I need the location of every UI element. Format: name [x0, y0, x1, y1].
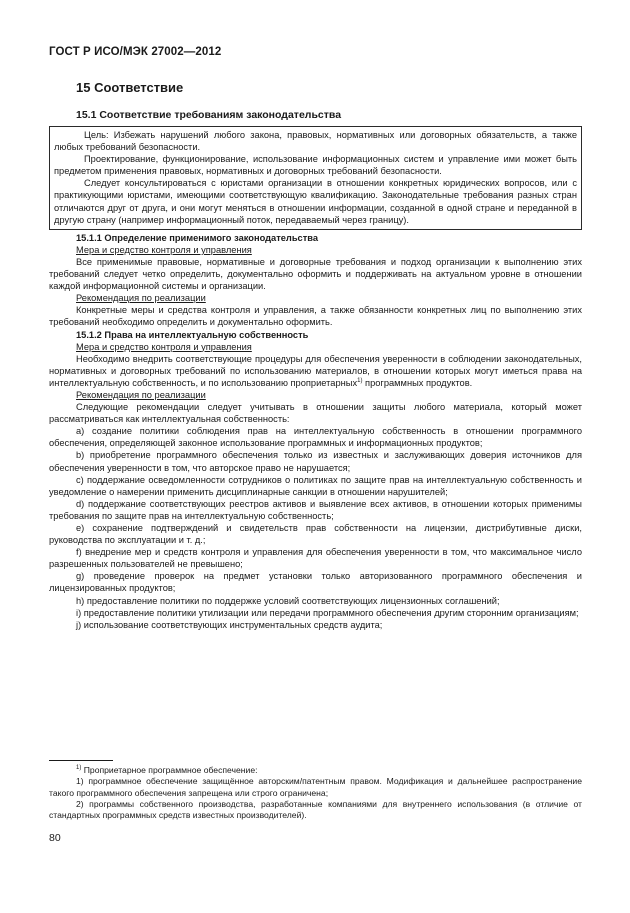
section-title: 15 Соответствие: [76, 80, 184, 95]
page-number: 80: [49, 832, 61, 844]
list-item: g) проведение проверок на предмет установки только авторизованного программного обеспечения и лицензированных продуктов;: [49, 571, 582, 594]
measure-text: Все применимые правовые, нормативные и договорные требования и подход организации к выполнению этих требований следует четко определить, документально оформить и поддерживать на актуальном уровне в отношении каждой информационной системы и организации.: [49, 256, 582, 292]
list-item: e) сохранение подтверждений и свидетельств прав собственности на лицензии, дистрибутивные диски, руководства по эксплуатации и т. д.;: [49, 523, 582, 546]
measure-label: Мера и средство контроля и управления: [76, 341, 252, 352]
list-item: b) приобретение программного обеспечения только из известных и заслуживающих доверия источников для обеспечения уверенности в том, что авторское право не нарушается;: [49, 450, 582, 473]
list-item: d) поддержание соответствующих реестров активов и выявление всех активов, в отношении которых применимы требования по защите прав на интеллектуальную собственность;: [49, 498, 582, 521]
list-item: i) предоставление политики утилизации или передачи программного обеспечения другим сторонним организациям;: [76, 607, 579, 618]
footnote-intro: $^{1)}$ Проприетарное программное обеспечение:: [76, 765, 258, 775]
list-item: c) поддержание осведомленности сотрудников о политиках по защите прав на интеллектуальную собственность и уведомление о намерении применить дисциплинарные санкции в отношении нарушителей;: [49, 474, 582, 497]
guidance-intro: Следующие рекомендации следует учитывать в отношении защиты любого материала, который может рассматриваться как интеллектуальная собственность:: [49, 402, 582, 425]
list-item: h) предоставление политики по поддержке условий соответствующих лицензионных соглашений;: [76, 595, 500, 606]
list-item: j) использование соответствующих инструментальных средств аудита;: [76, 619, 383, 630]
footnote-reference: 1): [357, 377, 363, 384]
document-header: ГОСТ Р ИСО/МЭК 27002—2012: [49, 46, 222, 58]
list-item: a) создание политики соблюдения прав на интеллектуальную собственность в отношении программного обеспечения, определяющей законное использование программных и информационных продуктов;: [49, 426, 582, 449]
footnote-item: 1) программное обеспечение защищённое авторским/патентным правом. Модификация и дальнейшее распространение такого программного обеспечения запрещена или строго ограничена;: [49, 776, 582, 798]
footnote-divider: [49, 760, 113, 761]
guidance-label: Рекомендация по реализации: [76, 389, 206, 400]
objective-paragraph: Проектирование, функционирование, использование информационных систем и управление ими может быть предметом применения правовых, нормативных и договорных требований безопасности.: [54, 154, 577, 177]
clause-title: 15.1.2 Права на интеллектуальную собственность: [76, 329, 309, 340]
footnotes: [49, 765, 582, 821]
guidance-label: Рекомендация по реализации: [76, 293, 206, 304]
measure-text: Необходимо внедрить соответствующие процедуры для обеспечения уверенности в соблюдении законодательных, нормативных и договорных требований по использованию материалов, в отношении которых могут иметься права на интеллектуальную собственность, и по использованию проприетарных$^{1)}$ программных продуктов.: [49, 353, 582, 388]
objective-box: [49, 126, 582, 230]
objective-paragraph: Следует консультироваться с юристами организации в отношении конкретных юридических вопросов, или с практикующими юристами, имеющими соответствующую квалификацию. Законодательные требования разных стран отличаются друг от друга, и они могут меняться в отношении информации, созданной в одной стране и переданной в другую страну (например информационный поток, передаваемый через границу).: [54, 178, 577, 225]
main-content: [49, 126, 582, 631]
list-item: f) внедрение мер и средств контроля и управления для обеспечения уверенности в том, что максимальное число разрешенных пользователей не превышено;: [49, 547, 582, 570]
objective-paragraph: Цель: Избежать нарушений любого закона, правовых, нормативных или договорных обязательств, а также любых требований безопасности.: [54, 130, 577, 153]
clause-title: 15.1.1 Определение применимого законодательства: [76, 232, 319, 243]
measure-label: Мера и средство контроля и управления: [76, 244, 252, 255]
footnote-item: 2) программы собственного производства, разработанные компаниями для внутреннего использования (в отличие от стандартных программных средств известных производителей).: [49, 798, 582, 821]
subsection-title: 15.1 Соответствие требованиям законодательства: [76, 109, 342, 121]
guidance-text: Конкретные меры и средства контроля и управления, а также обязанности конкретных лиц по выполнению этих требований необходимо определить и документально оформить.: [49, 305, 582, 328]
